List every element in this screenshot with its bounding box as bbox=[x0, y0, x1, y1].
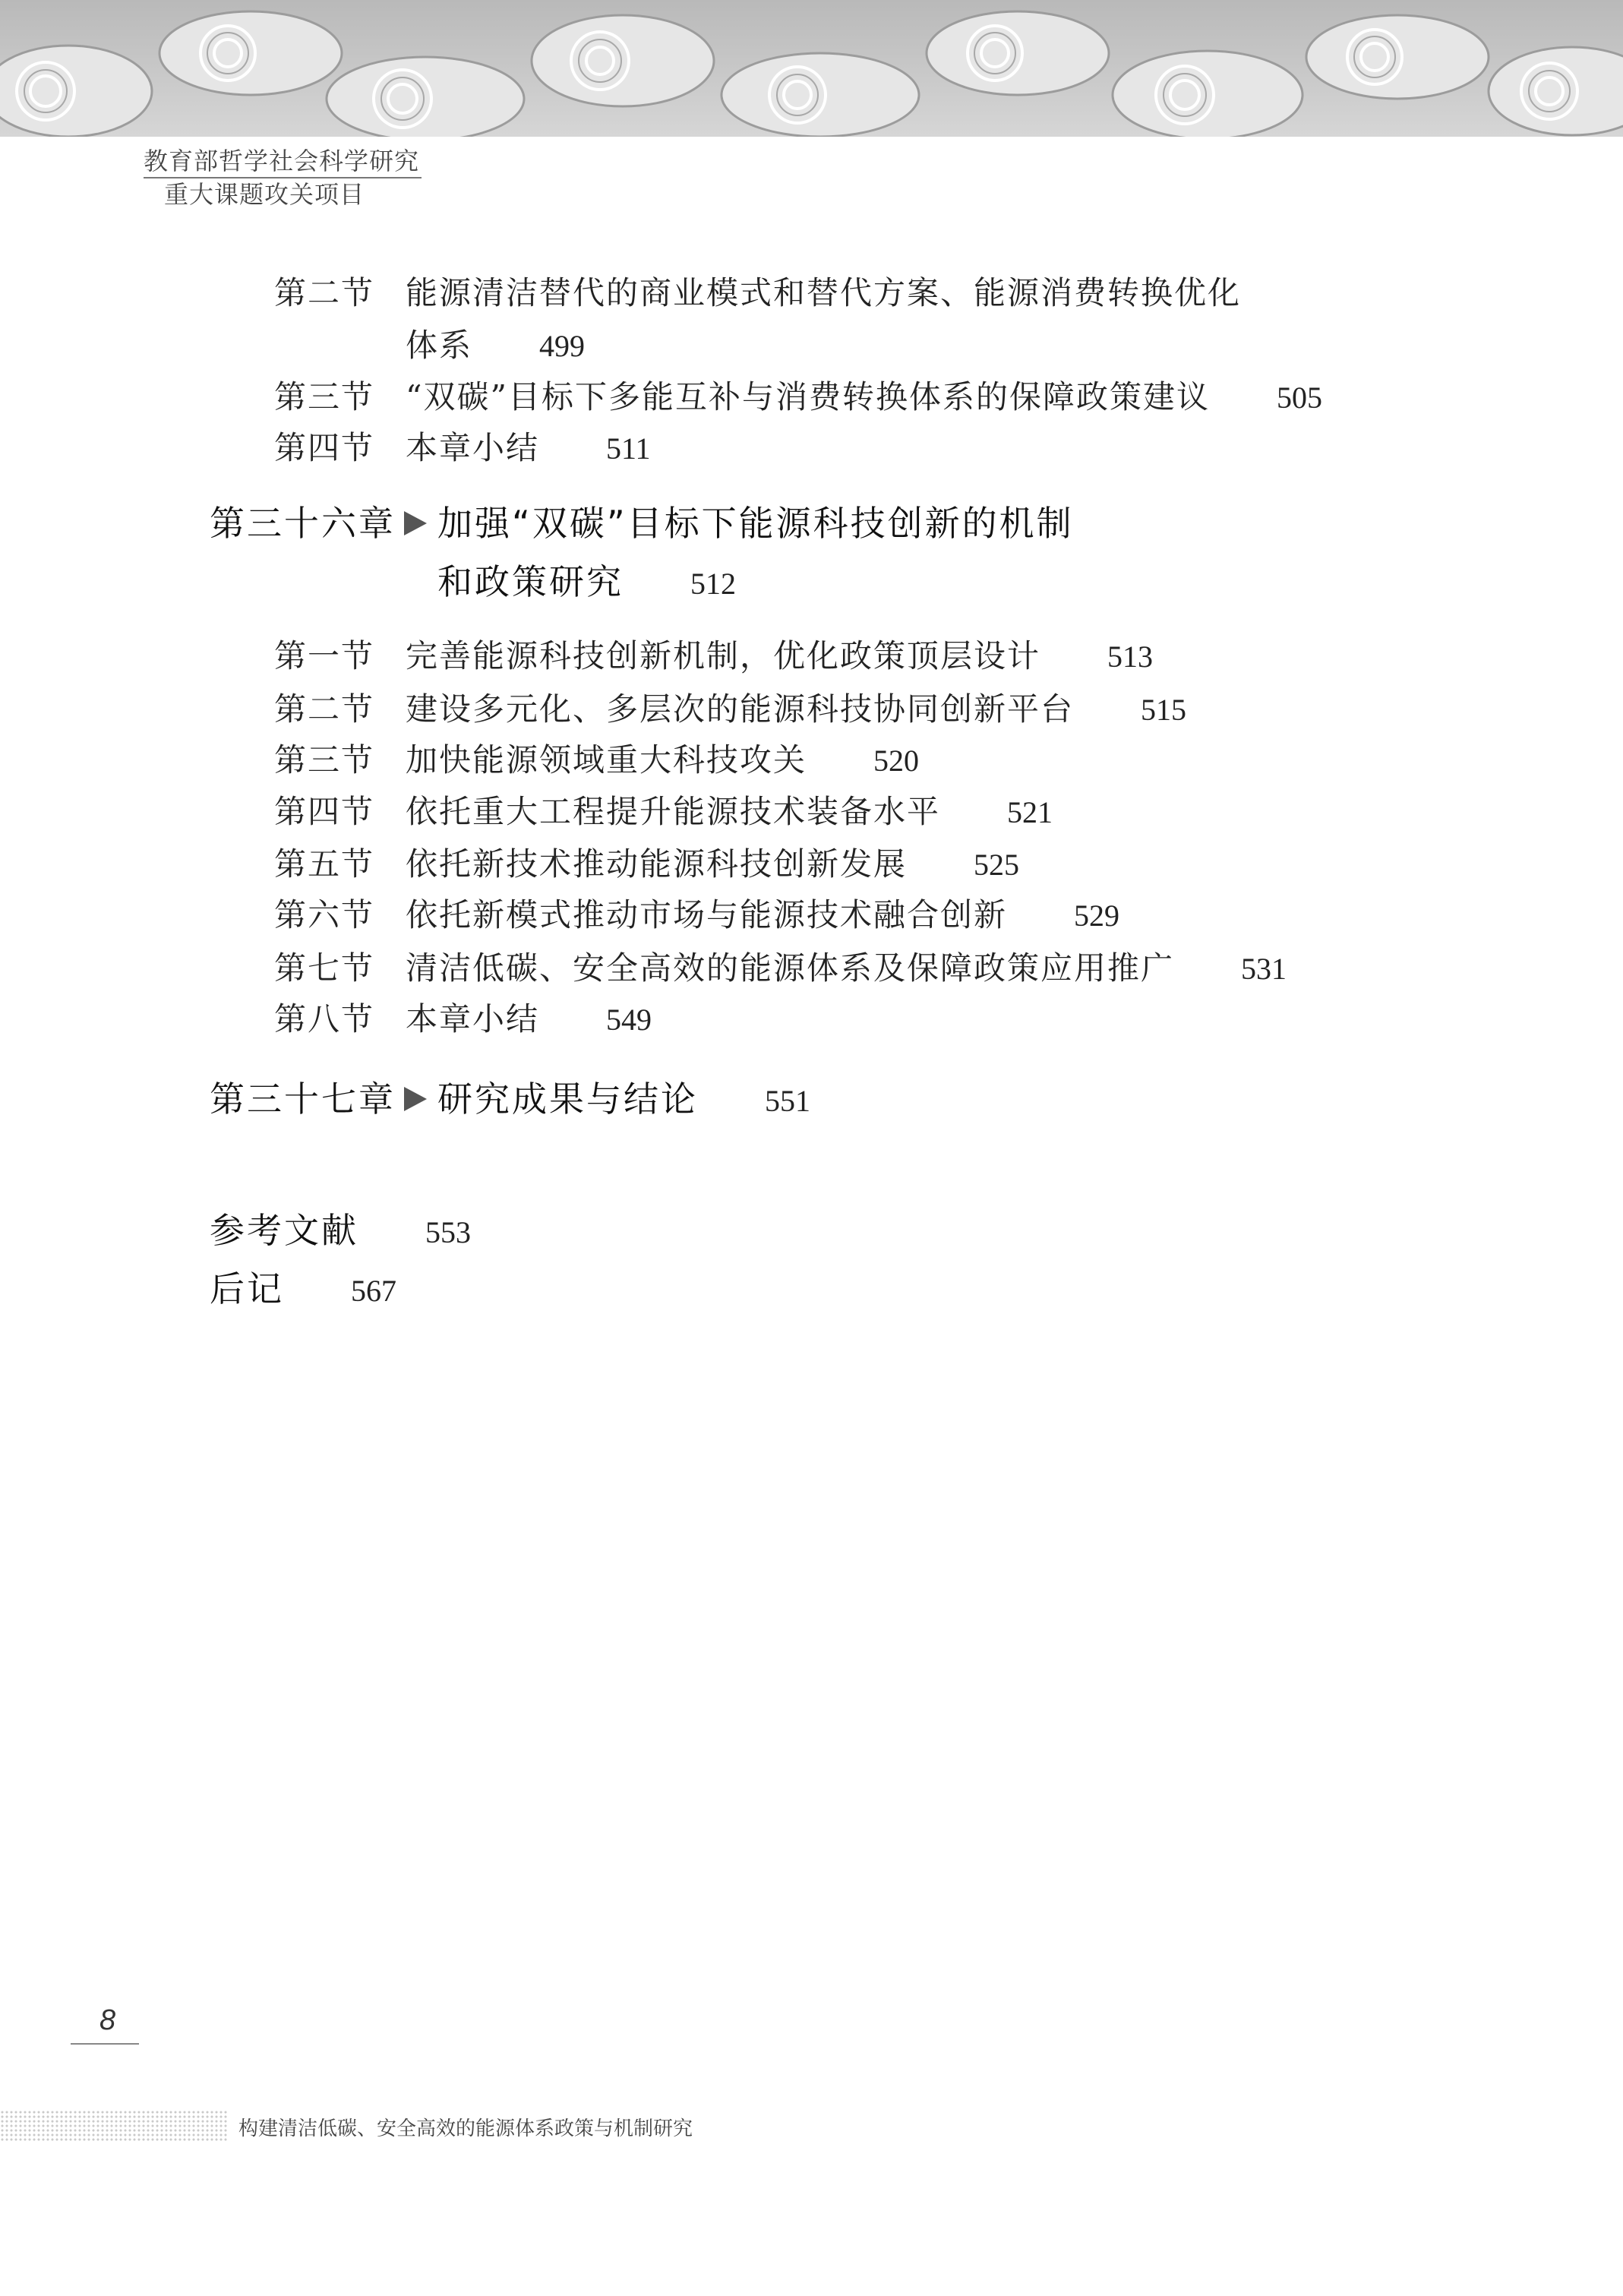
toc-page-number: 505 bbox=[1276, 381, 1322, 415]
toc-chapter-label: 第三十七章 bbox=[210, 1079, 396, 1120]
toc-chapter-title-cont: 和政策研究 bbox=[437, 561, 624, 602]
toc-page-number: 551 bbox=[765, 1084, 810, 1118]
toc-page-number: 525 bbox=[974, 848, 1020, 882]
toc-page-number: 553 bbox=[425, 1215, 471, 1249]
toc-page-number: 513 bbox=[1107, 640, 1154, 674]
toc-section-title: 完善能源科技创新机制，优化政策顶层设计 bbox=[406, 637, 1041, 674]
toc-page-number: 520 bbox=[873, 744, 920, 778]
toc-section-entry bbox=[406, 1001, 652, 1038]
toc-page-number: 529 bbox=[1074, 899, 1120, 933]
toc-section-title-cont: 体系 bbox=[406, 327, 473, 364]
page-number-rule bbox=[71, 2043, 139, 2045]
header-rule bbox=[144, 177, 422, 178]
toc-page-number: 549 bbox=[606, 1003, 652, 1037]
chapter-arrow-icon bbox=[404, 511, 427, 535]
toc-section-label: 第七节 bbox=[274, 949, 375, 987]
toc-section-entry bbox=[406, 846, 1019, 883]
toc-section-label: 第四节 bbox=[274, 429, 375, 466]
toc-chapter-entry bbox=[437, 561, 736, 605]
toc-section-label: 第八节 bbox=[274, 1000, 375, 1037]
toc-section-label: 第二节 bbox=[274, 690, 375, 728]
toc-postscript-entry bbox=[210, 1268, 396, 1312]
toc-section-title: 依托新模式推动市场与能源技术融合创新 bbox=[406, 896, 1008, 933]
chapter-arrow-icon bbox=[404, 1087, 427, 1111]
toc-section-entry bbox=[406, 691, 1186, 728]
toc-section-label: 第三节 bbox=[274, 378, 375, 415]
toc-section-entry bbox=[406, 430, 651, 467]
toc-section-entry bbox=[406, 950, 1287, 987]
toc-section-title: 能源清洁替代的商业模式和替代方案、能源消费转换优化 bbox=[406, 274, 1242, 311]
toc-postscript-label: 后记 bbox=[210, 1268, 284, 1309]
toc-section-title: “双碳”目标下多能互补与消费转换体系的保障政策建议 bbox=[406, 378, 1210, 415]
toc-section-entry bbox=[406, 897, 1119, 934]
toc-section-title: 加快能源领域重大科技攻关 bbox=[406, 741, 807, 778]
toc-chapter-entry bbox=[437, 1079, 810, 1122]
toc-page-number: 521 bbox=[1007, 795, 1053, 829]
toc-page-number: 567 bbox=[351, 1274, 396, 1308]
page-number: 8 bbox=[99, 2004, 116, 2036]
toc-section-label: 第一节 bbox=[274, 637, 375, 674]
toc-section-label: 第六节 bbox=[274, 896, 375, 933]
footer-dot-pattern bbox=[0, 2110, 228, 2142]
toc-section-label: 第三节 bbox=[274, 741, 375, 778]
toc-page-number: 515 bbox=[1141, 693, 1187, 727]
toc-section-title: 清洁低碳、安全高效的能源体系及保障政策应用推广 bbox=[406, 949, 1175, 987]
cloud-banner bbox=[0, 0, 1623, 137]
toc-section-title: 依托新技术推动能源科技创新发展 bbox=[406, 845, 908, 883]
toc-page-number: 531 bbox=[1241, 952, 1287, 986]
toc-page-number: 512 bbox=[690, 567, 736, 601]
toc-section-label: 第二节 bbox=[274, 274, 375, 311]
toc-section-entry bbox=[406, 742, 919, 779]
toc-section-entry bbox=[406, 379, 1322, 416]
toc-references-entry bbox=[210, 1210, 471, 1253]
toc-section-title: 本章小结 bbox=[406, 1000, 540, 1037]
toc-chapter-title: 加强“双碳”目标下能源科技创新的机制 bbox=[437, 503, 1074, 544]
toc-section-label: 第五节 bbox=[274, 845, 375, 883]
series-title: 教育部哲学社会科学研究 bbox=[144, 147, 420, 175]
toc-chapter-title: 研究成果与结论 bbox=[437, 1079, 698, 1120]
toc-page-number: 511 bbox=[606, 431, 651, 466]
toc-page-number: 499 bbox=[539, 329, 586, 363]
series-subtitle: 重大课题攻关项目 bbox=[164, 180, 365, 209]
toc-section-entry bbox=[406, 638, 1153, 675]
toc-section-title: 本章小结 bbox=[406, 429, 540, 466]
toc-section-title: 建设多元化、多层次的能源科技协同创新平台 bbox=[406, 690, 1075, 728]
toc-section-label: 第四节 bbox=[274, 793, 375, 830]
toc-section-entry bbox=[406, 794, 1053, 831]
toc-references-label: 参考文献 bbox=[210, 1210, 358, 1251]
footer-book-title: 构建清洁低碳、安全高效的能源体系政策与机制研究 bbox=[238, 2118, 693, 2140]
toc-chapter-label: 第三十六章 bbox=[210, 503, 396, 544]
toc-section-title: 依托重大工程提升能源技术装备水平 bbox=[406, 793, 941, 830]
toc-section-entry bbox=[406, 327, 585, 365]
